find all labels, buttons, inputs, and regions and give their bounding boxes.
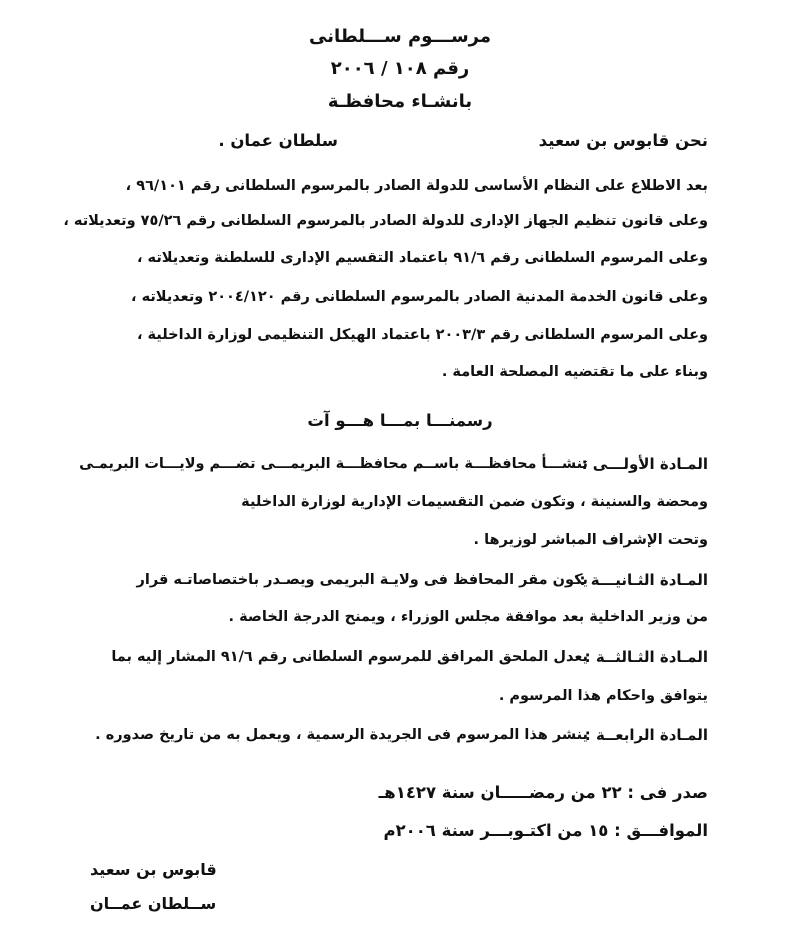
article-label: المـادة الأولـــى : [581,455,708,473]
article-line: من وزير الداخلية بعد موافقة مجلس الوزراء ، ويمنح الدرجة الخاصة . [228,609,708,625]
article-line: وتحت الإشراف المباشر لوزيرها . [473,532,708,548]
article-line: ينشر هذا المرسوم فى الجريدة الرسمية ، ويعمل به من تاريخ صدوره . [95,727,588,743]
issue-date-hijri: صدر فى : ٢٢ من رمضـــــان سنة ١٤٢٧هـ [378,783,708,802]
article-line: تنشـــأ محافظـــة باســم محافظـــة البريمـــى تضـــم ولايـــات البريمـى [79,456,588,472]
article-line: يكون مقر المحافظ فى ولايـة البريمى ويصـدر باختصاصاتـه قرار [136,572,588,588]
decree-title: مرســـوم ســـلطانى [308,26,491,47]
decree-number: رقم ١٠٨ / ٢٠٠٦ [330,58,470,79]
article-line: يعدل الملحق المرافق للمرسوم السلطانى رقم ٩١/٦ المشار إليه بما [111,649,588,665]
article-line: ومحضة والسنينة ، وتكون ضمن التقسيمات الإدارية لوزارة الداخلية [241,494,708,510]
recital: بعد الاطلاع على النظام الأساسى للدولة الصادر بالمرسوم السلطانى رقم ٩٦/١٠١ ، [125,178,708,194]
article-label: المـادة الرابعــة : [584,726,708,744]
recital: وعلى قانون الخدمة المدنية الصادر بالمرسوم السلطانى رقم ٢٠٠٤/١٢٠ وتعديلاته ، [131,289,708,305]
issue-date-gregorian: الموافـــق : ١٥ من اكتـوبـــر سنة ٢٠٠٦م [383,821,708,840]
preamble-we: نحن قابوس بن سعيد [538,131,708,150]
recital: وعلى قانون تنظيم الجهاز الإدارى للدولة الصادر بالمرسوم السلطانى رقم ٧٥/٢٦ وتعديلاته ، [63,213,708,229]
preamble-sultan: سلطان عمان . [218,131,338,150]
article-label: المـادة الثـالثــة : [584,648,708,666]
signature-title: ســلطان عمــان [90,894,217,913]
decree-subject: بانشـاء محافظـة [327,91,473,112]
signature-name: قابوس بن سعيد [90,860,217,879]
recital: وعلى المرسوم السلطانى رقم ٢٠٠٣/٣ باعتماد الهيكل التنظيمى لوزارة الداخلية ، [136,327,708,343]
recital: وبناء على ما تقتضيه المصلحة العامة . [441,364,708,380]
article-line: يتوافق واحكام هذا المرسوم . [498,688,708,704]
decree-heading: رسمنـــا بمـــا هـــو آت [307,411,493,430]
recital: وعلى المرسوم السلطانى رقم ٩١/٦ باعتماد التقسيم الإدارى للسلطنة وتعديلاته ، [136,250,708,266]
article-label: المـادة الثـانيـــة : [579,571,708,589]
